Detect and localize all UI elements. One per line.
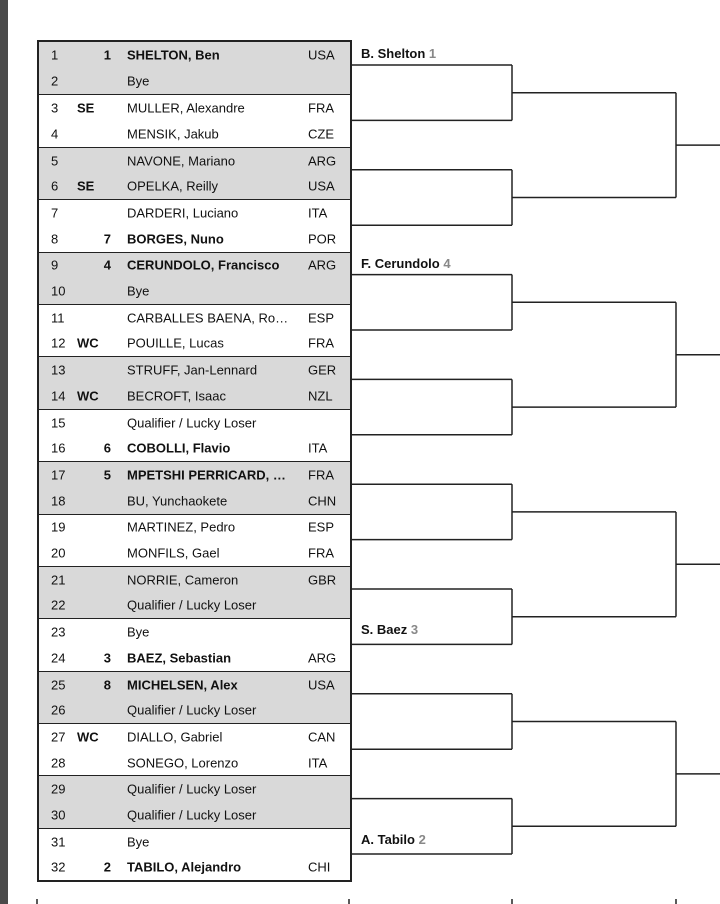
player-name: POUILLE, Lucas [127,335,224,351]
line-number: 29 [51,781,66,797]
player-name: SONEGO, Lorenzo [127,755,239,771]
player-name: Bye [127,834,150,850]
line-number: 16 [51,440,66,456]
country-code: FRA [308,545,334,561]
line-number: 13 [51,362,66,378]
country-code: NZL [308,388,333,404]
country-code: GER [308,362,337,378]
seed-number: 6 [103,440,111,456]
seed-number: 8 [103,677,111,693]
line-number: 30 [51,807,66,823]
line-number: 23 [51,624,66,640]
country-code: ARG [308,257,337,273]
player-name: Bye [127,624,150,640]
country-code: FRA [308,467,334,483]
advancer-label [361,832,426,847]
player-name: CARBALLES BAENA, Ro… [127,310,289,326]
player-name: CERUNDOLO, Francisco [127,257,280,273]
line-number: 15 [51,415,66,431]
player-name: Qualifier / Lucky Loser [127,415,257,431]
player-name: OPELKA, Reilly [127,178,219,194]
country-code: CAN [308,729,336,745]
line-number: 28 [51,755,66,771]
line-number: 24 [51,650,66,666]
advancer-name: S. Baez [361,622,408,638]
player-name: STRUFF, Jan-Lennard [127,362,258,378]
line-number: 19 [51,519,66,535]
entry-type: SE [77,100,95,116]
player-name: COBOLLI, Flavio [127,440,231,456]
line-number: 18 [51,493,66,509]
advancer-name: F. Cerundolo [361,255,440,271]
line-number: 25 [51,677,66,693]
country-code: USA [308,47,335,63]
line-number: 1 [51,47,59,63]
seed-number: 2 [103,859,111,875]
seed-number: 7 [103,231,111,247]
line-number: 9 [51,257,59,273]
player-name: NAVONE, Mariano [127,153,236,169]
player-name: MONFILS, Gael [127,545,220,561]
player-name: Qualifier / Lucky Loser [127,807,257,823]
country-code: ARG [308,650,337,666]
advancer-name: B. Shelton [361,46,426,61]
player-name: MULLER, Alexandre [127,100,245,116]
player-name: Qualifier / Lucky Loser [127,702,257,718]
country-code: ESP [308,519,335,535]
player-name: BAEZ, Sebastian [127,650,232,666]
seed-number: 5 [103,467,111,483]
player-name: BECROFT, Isaac [127,388,226,404]
player-name: DARDERI, Luciano [127,205,239,221]
entry-type: WC [77,729,99,745]
advancer-seed: 3 [410,622,419,638]
player-name: MARTINEZ, Pedro [127,519,236,535]
country-code: CHI [308,859,331,875]
player-name: Qualifier / Lucky Loser [127,781,257,797]
line-number: 10 [51,283,66,299]
country-code: ITA [308,755,328,771]
line-number: 14 [51,388,66,404]
line-number: 11 [51,310,65,326]
advancer-seed: 1 [428,46,437,61]
player-name: MICHELSEN, Alex [127,677,238,693]
line-number: 20 [51,545,66,561]
country-code: ARG [308,153,337,169]
line-number: 7 [51,205,59,221]
line-number: 8 [51,231,59,247]
entry-type: WC [77,335,99,351]
country-code: USA [308,677,335,693]
line-number: 3 [51,100,59,116]
country-code: FRA [308,100,334,116]
player-name: DIALLO, Gabriel [127,729,223,745]
line-number: 12 [51,335,66,351]
line-number: 2 [51,73,59,89]
player-name: Qualifier / Lucky Loser [127,597,257,613]
line-number: 22 [51,597,66,613]
advancer-label [361,622,418,637]
player-name: BORGES, Nuno [127,231,224,247]
player-name: MENSIK, Jakub [127,126,219,142]
country-code: USA [308,178,335,194]
country-code: ITA [308,205,328,221]
line-number: 17 [51,467,66,483]
seed-number: 4 [103,257,111,273]
country-code: CZE [308,126,334,142]
player-name: SHELTON, Ben [127,47,220,63]
country-code: GBR [308,572,337,588]
player-name: TABILO, Alejandro [127,859,242,875]
line-number: 4 [51,126,59,142]
line-number: 5 [51,153,59,169]
player-name: NORRIE, Cameron [127,572,239,588]
entry-type: WC [77,388,99,404]
line-number: 32 [51,859,66,875]
country-code: CHN [308,493,337,509]
player-name: Bye [127,73,150,89]
seed-number: 3 [103,650,111,666]
line-number: 6 [51,178,59,194]
player-name: MPETSHI PERRICARD, … [127,467,286,483]
country-code: ITA [308,440,328,456]
player-name: Bye [127,283,150,299]
advancer-label [361,256,451,271]
advancer-seed: 4 [443,255,451,271]
entry-type: SE [77,178,95,194]
country-code: POR [308,231,337,247]
advancer-label [361,46,436,61]
seed-number: 1 [103,47,111,63]
country-code: ESP [308,310,335,326]
player-name: BU, Yunchaokete [127,493,228,509]
line-number: 31 [51,834,66,850]
line-number: 27 [51,729,66,745]
line-number: 26 [51,702,66,718]
country-code: FRA [308,335,334,351]
advancer-seed: 2 [418,832,426,847]
line-number: 21 [51,572,66,588]
advancer-name: A. Tabilo [361,832,415,847]
